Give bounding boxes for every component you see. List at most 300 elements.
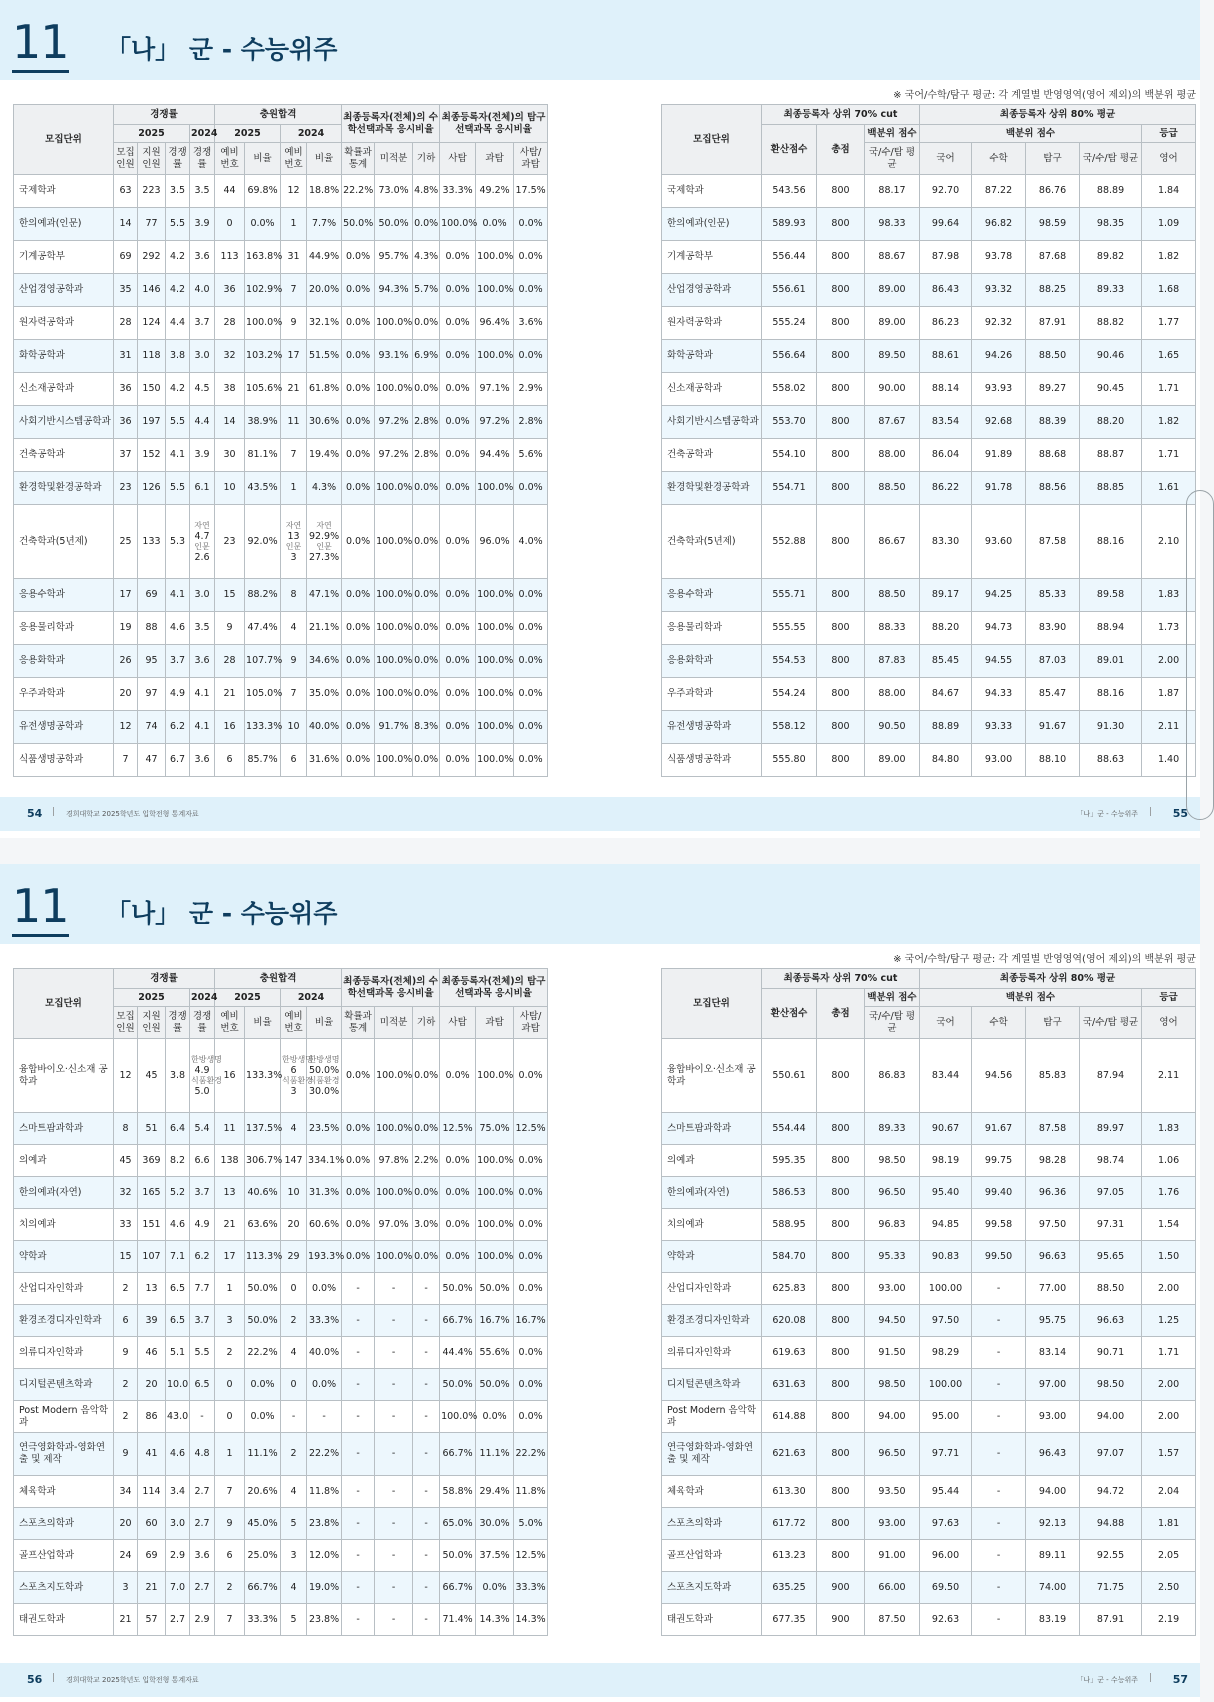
table-cell: 6.5 — [190, 1369, 215, 1401]
table-cell: 4 — [281, 1476, 307, 1508]
table-cell: 10.0 — [166, 1369, 190, 1401]
table-cell: 31.3% — [307, 1177, 342, 1209]
table-row — [662, 439, 1196, 472]
table-cell: 87.91 — [1080, 1604, 1142, 1636]
probability-header: 확률과 통계 — [342, 143, 375, 175]
table-cell: 95.33 — [865, 1241, 920, 1273]
table-cell: 87.98 — [920, 241, 972, 274]
table-cell: 97.2% — [476, 406, 514, 439]
table-cell: 100.0% — [375, 472, 413, 505]
table-cell: 100.0% — [375, 579, 413, 612]
footer-separator: | — [1148, 1673, 1152, 1683]
table-cell: 88.94 — [1080, 612, 1142, 645]
cut70-header: 최종등록자 상위 70% cut — [762, 969, 920, 989]
table-cell: 0.0% — [342, 241, 375, 274]
cell-value: 4.9 — [194, 1064, 210, 1076]
table-cell: 88.33 — [865, 612, 920, 645]
table-cell: 99.58 — [972, 1209, 1026, 1241]
table-cell: 43.5% — [245, 472, 281, 505]
table-cell: 92.63 — [920, 1604, 972, 1636]
table-cell: 800 — [817, 1209, 865, 1241]
table-cell: 0.0% — [413, 373, 440, 406]
table-cell: 100.0% — [476, 711, 514, 744]
unit-name: 환경조경디자인학과 — [662, 1305, 762, 1337]
cell-value: 5.0 — [194, 1085, 210, 1097]
wait-number-header: 예비 번호 — [281, 1007, 307, 1039]
table-cell: 87.50 — [865, 1604, 920, 1636]
applicants-header: 지원 인원 — [138, 1007, 166, 1039]
table-cell: 4 — [281, 1337, 307, 1369]
table-cell: 0.0% — [413, 1177, 440, 1209]
table-cell: 94.55 — [972, 645, 1026, 678]
table-cell: 0.0% — [514, 1241, 548, 1273]
korean-header: 국어 — [920, 1007, 972, 1039]
table-row — [14, 579, 548, 612]
converted-score-header: 환산점수 — [762, 989, 817, 1039]
table-cell: 100.0% — [476, 340, 514, 373]
table-cell: 5.1 — [166, 1337, 190, 1369]
unit-name: 응용물리학과 — [14, 612, 114, 645]
table-cell: 100.0% — [245, 307, 281, 340]
unit-name: 체육학과 — [14, 1476, 114, 1508]
unit-name: 기계공학부 — [662, 241, 762, 274]
table-cell: 4.2 — [166, 274, 190, 307]
table-cell: 4.3% — [307, 472, 342, 505]
table-cell: 1.25 — [1142, 1305, 1196, 1337]
table-cell: 21 — [114, 1604, 138, 1636]
table-cell: 86.83 — [865, 1039, 920, 1113]
table-cell: 1.50 — [1142, 1241, 1196, 1273]
cell-sublabel: 자연 — [194, 520, 210, 530]
table-cell: - — [375, 1305, 413, 1337]
table-cell: 137.5% — [245, 1113, 281, 1145]
table-cell: 3.7 — [190, 307, 215, 340]
table-cell: 0.0% — [413, 744, 440, 777]
table-cell: 554.44 — [762, 1113, 817, 1145]
table-cell: 3.5 — [166, 175, 190, 208]
table-row — [14, 678, 548, 711]
competition-table-body — [14, 1039, 548, 1636]
table-cell: 85.7% — [245, 744, 281, 777]
table-row — [14, 406, 548, 439]
table-cell: 0.0% — [440, 307, 476, 340]
header-band — [0, 864, 1200, 944]
table-cell: 66.7% — [440, 1305, 476, 1337]
table-cell: 86.23 — [920, 307, 972, 340]
table-cell: 93.1% — [375, 340, 413, 373]
table-cell: - — [413, 1401, 440, 1433]
table-cell: 92.68 — [972, 406, 1026, 439]
table-cell: 0.0% — [440, 274, 476, 307]
table-cell: 16 — [215, 711, 245, 744]
table-cell: 4.6 — [166, 612, 190, 645]
table-cell: 95.00 — [920, 1401, 972, 1433]
table-row — [662, 406, 1196, 439]
table-cell: 88.2% — [245, 579, 281, 612]
wait-number-header: 예비 번호 — [215, 143, 245, 175]
table-cell: 93.32 — [972, 274, 1026, 307]
table-cell: 50.0% — [476, 1369, 514, 1401]
table-cell: 800 — [817, 1401, 865, 1433]
table-cell: 0.0% — [413, 307, 440, 340]
table-cell: 33.3% — [307, 1305, 342, 1337]
table-cell: 87.94 — [1080, 1039, 1142, 1113]
table-cell: 550.61 — [762, 1039, 817, 1113]
table-cell: 0.0% — [514, 1177, 548, 1209]
table-cell: 24 — [114, 1540, 138, 1572]
table-cell: 1 — [215, 1433, 245, 1476]
table-cell: 5.5 — [190, 1337, 215, 1369]
table-cell: 0.0% — [514, 711, 548, 744]
table-cell: 83.90 — [1026, 612, 1080, 645]
table-cell: 555.71 — [762, 579, 817, 612]
table-cell: 94.50 — [865, 1305, 920, 1337]
table-cell: 800 — [817, 1113, 865, 1145]
table-cell: 40.0% — [307, 711, 342, 744]
unit-name: 치의예과 — [14, 1209, 114, 1241]
table-row — [14, 612, 548, 645]
table-cell: 103.2% — [245, 340, 281, 373]
table-cell: 554.71 — [762, 472, 817, 505]
table-cell: 87.83 — [865, 645, 920, 678]
table-cell: - — [375, 1508, 413, 1540]
table-cell: 63 — [114, 175, 138, 208]
table-cell: 37.5% — [476, 1540, 514, 1572]
unit-name: 사회기반시스템공학과 — [662, 406, 762, 439]
table-cell: 800 — [817, 307, 865, 340]
competition-table — [13, 104, 548, 777]
table-cell: 1.71 — [1142, 439, 1196, 472]
table-cell: 87.67 — [865, 406, 920, 439]
table-row — [14, 208, 548, 241]
unit-name: 건축학과(5년제) — [14, 505, 114, 579]
table-cell: 36 — [215, 274, 245, 307]
table-cell: 23.5% — [307, 1113, 342, 1145]
cell-value: 3 — [290, 551, 297, 563]
unit-name: 스포츠지도학과 — [662, 1572, 762, 1604]
table-cell: 91.00 — [865, 1540, 920, 1572]
table-cell: 87.58 — [1026, 1113, 1080, 1145]
table-cell: 800 — [817, 1337, 865, 1369]
header-band — [0, 0, 1200, 80]
table-cell: 113.3% — [245, 1241, 281, 1273]
table-cell: 7 — [114, 744, 138, 777]
table-cell: 34 — [114, 1476, 138, 1508]
unit-name: 식품생명공학과 — [662, 744, 762, 777]
table-cell: 7 — [215, 1476, 245, 1508]
table-cell: 124 — [138, 307, 166, 340]
table-cell: 96.50 — [865, 1433, 920, 1476]
table-cell: 41 — [138, 1433, 166, 1476]
score-table-body — [662, 175, 1196, 777]
table-cell: 613.30 — [762, 1476, 817, 1508]
inquiry-ratio-header: 최종등록자(전체)의 탐구선택과목 응시비율 — [440, 969, 548, 1007]
table-cell: 554.24 — [762, 678, 817, 711]
table-cell: 3.6 — [190, 645, 215, 678]
table-cell: 12.0% — [307, 1540, 342, 1572]
chapter-number: 11 — [12, 14, 69, 73]
table-cell: 4 — [281, 1113, 307, 1145]
table-cell: 87.91 — [1026, 307, 1080, 340]
page-number-left: 54 — [27, 807, 43, 820]
table-cell: 334.1% — [307, 1145, 342, 1177]
table-cell: 88.10 — [1026, 744, 1080, 777]
rate-header: 경쟁 률 — [166, 1007, 190, 1039]
table-cell: 84.80 — [920, 744, 972, 777]
table-cell: 0.0% — [514, 744, 548, 777]
table-cell: 73.0% — [375, 175, 413, 208]
table-row — [662, 1508, 1196, 1540]
table-cell: 6.7 — [166, 744, 190, 777]
table-cell: 6 — [215, 1540, 245, 1572]
table-cell: 94.00 — [865, 1401, 920, 1433]
table-cell: 33.3% — [245, 1604, 281, 1636]
table-cell: 85.33 — [1026, 579, 1080, 612]
table-cell: 97.8% — [375, 1145, 413, 1177]
table-row — [14, 1401, 548, 1433]
unit-name: 한의예과(자연) — [662, 1177, 762, 1209]
unit-name: 환경조경디자인학과 — [14, 1305, 114, 1337]
average-note: ※ 국어/수학/탐구 평균: 각 계열별 반영영역(영어 제외)의 백분위 평균 — [893, 90, 1196, 101]
table-cell: 7 — [281, 439, 307, 472]
table-cell: 8 — [281, 579, 307, 612]
table-cell: 0.0% — [342, 472, 375, 505]
table-row — [662, 1177, 1196, 1209]
spread-pages-56-57 — [0, 864, 1200, 1702]
table-cell: 66.7% — [245, 1572, 281, 1604]
table-cell: 23 — [215, 505, 245, 579]
table-row — [662, 1476, 1196, 1508]
table-cell: 88.87 — [1080, 439, 1142, 472]
table-cell: 22.2% — [245, 1337, 281, 1369]
percentile-header: 백분위 점수 — [920, 125, 1142, 143]
table-cell: 88.17 — [865, 175, 920, 208]
table-cell: 47 — [138, 744, 166, 777]
unit-name: 식품생명공학과 — [14, 744, 114, 777]
unit-name: 스마트팜과학과 — [14, 1113, 114, 1145]
table-cell: 83.44 — [920, 1039, 972, 1113]
table-cell: 91.67 — [1026, 711, 1080, 744]
table-cell: 631.63 — [762, 1369, 817, 1401]
table-row — [14, 439, 548, 472]
table-cell: 5.4 — [190, 1113, 215, 1145]
table-cell: 86.04 — [920, 439, 972, 472]
unit-name: 신소재공학과 — [14, 373, 114, 406]
table-row — [662, 208, 1196, 241]
table-row — [662, 1401, 1196, 1433]
table-cell: 95.75 — [1026, 1305, 1080, 1337]
table-cell: 0.0% — [342, 373, 375, 406]
unit-name: 우주과학과 — [14, 678, 114, 711]
table-cell: 28 — [114, 307, 138, 340]
table-cell: 20 — [114, 678, 138, 711]
table-cell: 5.2 — [166, 1177, 190, 1209]
table-cell: 6.4 — [166, 1113, 190, 1145]
table-cell: 1.68 — [1142, 274, 1196, 307]
converted-score-header: 환산점수 — [762, 125, 817, 175]
table-cell: 635.25 — [762, 1572, 817, 1604]
table-cell: 163.8% — [245, 241, 281, 274]
unit-name: 한의예과(인문) — [662, 208, 762, 241]
table-cell: 5.5 — [166, 406, 190, 439]
table-cell: 2.7 — [190, 1508, 215, 1540]
table-cell: 0.0% — [440, 711, 476, 744]
table-cell: 88.68 — [1026, 439, 1080, 472]
table-cell: 2.00 — [1142, 1401, 1196, 1433]
table-cell: 146 — [138, 274, 166, 307]
table-cell: 2.7 — [166, 1604, 190, 1636]
table-cell: 9 — [281, 645, 307, 678]
table-cell: 107 — [138, 1241, 166, 1273]
table-row — [662, 1145, 1196, 1177]
table-cell: 555.80 — [762, 744, 817, 777]
table-cell: 14.3% — [476, 1604, 514, 1636]
table-cell: 6.2 — [190, 1241, 215, 1273]
table-cell: 12 — [114, 711, 138, 744]
table-cell: 60.6% — [307, 1209, 342, 1241]
table-cell: 133.3% — [245, 711, 281, 744]
table-row — [662, 340, 1196, 373]
table-cell: 800 — [817, 1433, 865, 1476]
table-cell: 91.50 — [865, 1337, 920, 1369]
table-cell: 90.45 — [1080, 373, 1142, 406]
table-row — [14, 1273, 548, 1305]
table-cell: 0.0% — [514, 1401, 548, 1433]
table-cell: 32.1% — [307, 307, 342, 340]
table-cell: - — [342, 1305, 375, 1337]
table-row — [14, 744, 548, 777]
table-cell: - — [375, 1273, 413, 1305]
table-cell: 556.64 — [762, 340, 817, 373]
table-cell: 114 — [138, 1476, 166, 1508]
table-cell: 3.9 — [190, 208, 215, 241]
table-cell: 3.0 — [190, 579, 215, 612]
cell-sublabel: 한방생명 — [191, 1054, 222, 1064]
ratio-header: 비율 — [307, 143, 342, 175]
table-cell: 87.58 — [1026, 505, 1080, 579]
table-cell: 97.05 — [1080, 1177, 1142, 1209]
unit-name: 약학과 — [662, 1241, 762, 1273]
table-cell: 20 — [114, 1508, 138, 1540]
table-cell: 107.7% — [245, 645, 281, 678]
table-cell: 92.70 — [920, 175, 972, 208]
table-cell: 55.6% — [476, 1337, 514, 1369]
table-row — [662, 645, 1196, 678]
table-cell: 97.50 — [920, 1305, 972, 1337]
table-cell: 0.0% — [476, 208, 514, 241]
table-cell: 7.7 — [190, 1273, 215, 1305]
table-cell: 0.0% — [514, 1039, 548, 1113]
table-row — [14, 1369, 548, 1401]
table-cell: 100.0% — [440, 1401, 476, 1433]
table-row — [14, 1572, 548, 1604]
table-cell: 0.0% — [476, 1401, 514, 1433]
table-cell: 97.0% — [375, 1209, 413, 1241]
wait-number-header: 예비 번호 — [281, 143, 307, 175]
table-cell: 65.0% — [440, 1508, 476, 1540]
table-cell: 0.0% — [514, 1369, 548, 1401]
table-cell: 33 — [114, 1209, 138, 1241]
table-cell: 0.0% — [342, 1039, 375, 1113]
table-cell: 91.89 — [972, 439, 1026, 472]
table-cell: 6.5 — [166, 1273, 190, 1305]
table-cell: 100.0% — [440, 208, 476, 241]
table-cell: 28 — [215, 645, 245, 678]
cell-value: 30.0% — [308, 1085, 340, 1097]
table-cell: 584.70 — [762, 1241, 817, 1273]
table-cell: 91.78 — [972, 472, 1026, 505]
table-cell: 91.30 — [1080, 711, 1142, 744]
table-cell: 614.88 — [762, 1401, 817, 1433]
table-cell: 5.5 — [166, 208, 190, 241]
table-cell: 25.0% — [245, 1540, 281, 1572]
unit-name: 의류디자인학과 — [662, 1337, 762, 1369]
table-row — [662, 1305, 1196, 1337]
table-cell: 12.5% — [514, 1540, 548, 1572]
table-cell: 2.00 — [1142, 1369, 1196, 1401]
table-cell: 100.0% — [476, 274, 514, 307]
table-row — [662, 1241, 1196, 1273]
table-row — [662, 678, 1196, 711]
table-cell: 620.08 — [762, 1305, 817, 1337]
table-cell: 800 — [817, 406, 865, 439]
unit-name: 약학과 — [14, 1241, 114, 1273]
table-cell: - — [307, 1401, 342, 1433]
table-cell: 12.5% — [514, 1113, 548, 1145]
table-cell: 1 — [281, 208, 307, 241]
table-cell: 90.83 — [920, 1241, 972, 1273]
cell-sublabel: 식품환경 — [282, 1075, 313, 1085]
table-cell: 0.0% — [413, 1039, 440, 1113]
table-cell: 543.56 — [762, 175, 817, 208]
table-cell: 91.67 — [972, 1113, 1026, 1145]
table-cell: 0.0% — [413, 678, 440, 711]
table-cell: 69.50 — [920, 1572, 972, 1604]
table-cell: 1.81 — [1142, 1508, 1196, 1540]
table-cell: 800 — [817, 208, 865, 241]
ratio-header: 비율 — [245, 143, 281, 175]
table-cell: 558.12 — [762, 711, 817, 744]
table-cell: 0.0% — [440, 373, 476, 406]
year-2024-header: 2024 — [281, 125, 342, 143]
cell-sublabel: 한방생명 — [282, 1054, 313, 1064]
table-cell: 10 — [281, 711, 307, 744]
table-cell: 86 — [138, 1401, 166, 1433]
cell-value: 27.3% — [308, 551, 340, 563]
math-ratio-header: 최종등록자(전체)의 수학선택과목 응시비율 — [342, 969, 440, 1007]
table-cell: 800 — [817, 241, 865, 274]
table-cell: 6 — [114, 1305, 138, 1337]
table-cell: 2 — [215, 1572, 245, 1604]
table-cell: 95.65 — [1080, 1241, 1142, 1273]
table-cell: 0.0% — [514, 208, 548, 241]
table-row — [14, 711, 548, 744]
table-cell: 100.0% — [375, 645, 413, 678]
table-cell: 89.33 — [865, 1113, 920, 1145]
table-cell: - — [972, 1273, 1026, 1305]
table-cell: - — [375, 1401, 413, 1433]
unit-name: 의예과 — [14, 1145, 114, 1177]
mixed-header: 사탐/ 과탐 — [514, 143, 548, 175]
table-cell: 7 — [281, 274, 307, 307]
table-cell: - — [413, 1604, 440, 1636]
table-cell: 96.36 — [1026, 1177, 1080, 1209]
table-cell: 3 — [281, 1540, 307, 1572]
table-cell: 2 — [281, 1305, 307, 1337]
table-cell: 14 — [215, 406, 245, 439]
english-header: 영어 — [1142, 143, 1196, 175]
table-cell: 118 — [138, 340, 166, 373]
